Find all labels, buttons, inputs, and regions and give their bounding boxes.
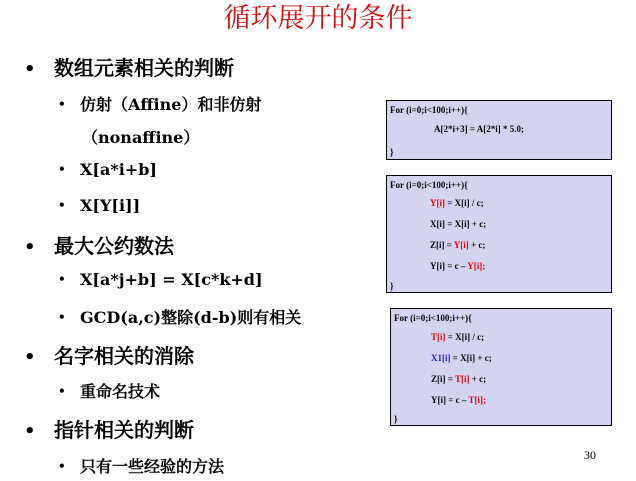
sub-bullet-nonaffine-example: • X[Y[i]] xyxy=(58,196,141,215)
bullet-name-dependence: • 名字相关的消除 xyxy=(24,344,194,368)
code-line: } xyxy=(390,281,394,291)
bullet-dot: • xyxy=(58,310,66,324)
code-line: For (i=0;i<100;i++){ xyxy=(390,180,468,190)
sub-bullet-affine-cont: （nonaffine） xyxy=(82,128,200,147)
code-line: For (i=0;i<100;i++){ xyxy=(390,105,468,115)
code-box-dependences xyxy=(386,175,612,293)
sub-bullet-affine-example: • X[a*i+b] xyxy=(58,160,157,179)
sub-bullet-heuristics: • 只有一些经验的方法 xyxy=(58,457,225,476)
slide-title: 循环展开的条件 xyxy=(223,3,413,34)
bullet-dot: • xyxy=(58,272,66,286)
code-line: } xyxy=(390,147,394,157)
bullet-array-dependence: • 数组元素相关的判断 xyxy=(24,56,234,80)
code-line: X1[i] = X[i] + c; xyxy=(431,353,492,363)
code-line: T[i] = X[i] / c; xyxy=(431,332,485,342)
code-line: A[2*i+3] = A[2*i] * 5.0; xyxy=(434,124,524,134)
bullet-dot: • xyxy=(58,198,66,212)
bullet-dot: • xyxy=(24,59,36,80)
bullet-dot: • xyxy=(58,97,66,111)
code-line: Y[i] = c – Y[i]; xyxy=(430,261,486,271)
bullet-dot: • xyxy=(58,459,66,473)
code-line: Z[i] = Y[i] + c; xyxy=(430,240,486,250)
code-box-renamed xyxy=(390,308,612,426)
code-line: Z[i] = T[i] + c; xyxy=(431,374,487,384)
sub-bullet-gcd-rule: • GCD(a,c)整除(d-b)则有相关 xyxy=(58,308,302,327)
code-line: For (i=0;i<100;i++){ xyxy=(394,313,472,323)
bullet-dot: • xyxy=(24,347,36,368)
sub-bullet-affine: • 仿射（Affine）和非仿射 xyxy=(58,95,262,114)
bullet-dot: • xyxy=(58,384,66,398)
code-line: Y[i] = X[i] / c; xyxy=(430,198,484,208)
code-line: X[i] = X[i] + c; xyxy=(430,219,487,229)
code-box-affine xyxy=(386,100,612,160)
bullet-dot: • xyxy=(58,162,66,176)
bullet-dot: • xyxy=(24,421,36,442)
page-number: 30 xyxy=(584,448,596,462)
bullet-pointer-dependence: • 指针相关的判断 xyxy=(24,418,194,442)
code-line: } xyxy=(394,414,398,424)
bullet-dot: • xyxy=(24,237,36,258)
sub-bullet-renaming: • 重命名技术 xyxy=(58,382,161,401)
sub-bullet-gcd-equation: • X[a*j+b] = X[c*k+d] xyxy=(58,270,263,289)
code-line: Y[i] = c – T[i]; xyxy=(431,395,486,405)
bullet-gcd: • 最大公约数法 xyxy=(24,234,174,258)
